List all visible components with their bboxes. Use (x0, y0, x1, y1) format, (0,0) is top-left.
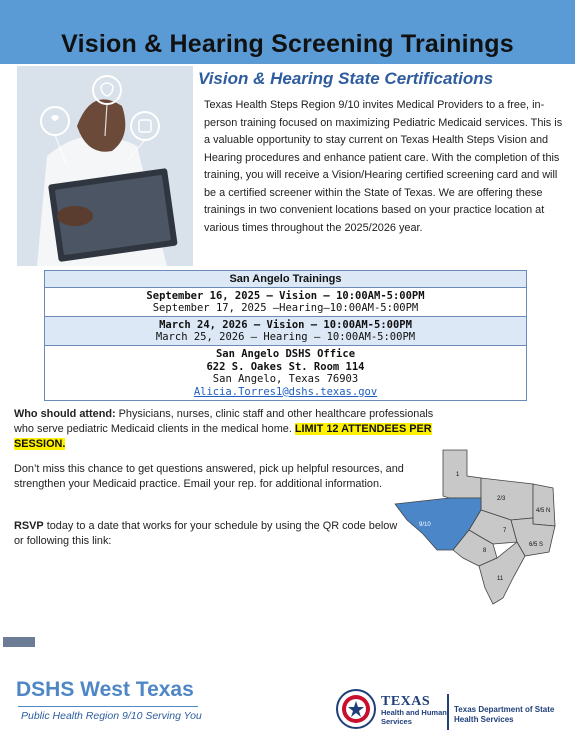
attend-label: Who should attend: (14, 408, 116, 420)
office-info (45, 346, 526, 400)
texas-seal-icon (336, 689, 376, 729)
dshs-agency-name: Texas Department of State Health Services (454, 705, 555, 724)
region-4-5n (533, 484, 555, 526)
dshs-west-texas-logo: DSHS West Texas (16, 678, 194, 701)
decorative-bar (3, 637, 35, 647)
office-name: San Angelo DSHS Office (215, 348, 356, 360)
page-title: Vision & Hearing Screening Trainings (61, 30, 514, 58)
hero-photo (17, 66, 193, 266)
session-row (45, 288, 526, 317)
region-label: 8 (483, 548, 487, 554)
section-subtitle: Vision & Hearing State Certifications (198, 69, 494, 88)
session-row (45, 317, 526, 346)
trainings-heading: San Angelo Trainings (45, 271, 526, 288)
office-city: San Angelo, Texas 76903 (212, 373, 359, 385)
rsvp-paragraph (14, 519, 399, 549)
session-vision-date: March 24, 2026 – Vision – 10:00AM-5:00PM (159, 319, 412, 331)
intro-paragraph: Texas Health Steps Region 9/10 invites Medical Providers to a free, in-person training focused on maximizing Pediatric Medicaid services. This is a valuable opportunity to stay current on Texas Health Steps Vision and Hearing procedures and enhance patient care. With the completion of this training, you will receive a Vision/Hearing certified screening card and will be a certified screener within the State of Texas. We are offering these trainings in two convenient locations based on your practice location at various times throughout the 2025/2026 year. (204, 99, 563, 234)
region-label: 6/5 S (529, 542, 544, 548)
limit-highlight: LIMIT 12 ATTENDEES PER SESSION. (14, 423, 432, 450)
footer-tagline: Public Health Region 9/10 Serving You (21, 710, 202, 722)
rsvp-label: RSVP (14, 520, 44, 532)
rsvp-text: today to a date that works for your schedule by using the QR code below or following this link: (14, 520, 398, 547)
footer-divider (18, 706, 198, 707)
region-label: 2/3 (497, 496, 506, 502)
session-vision-date: September 16, 2025 – Vision – 10:00AM-5:00PM (146, 290, 425, 302)
region-label: 11 (497, 576, 504, 582)
logo-divider (447, 694, 449, 730)
cta-paragraph: Don’t miss this chance to get questions answered, pick up helpful resources, and strengthen your Medicaid practice. Email your rep. for additional information. (14, 463, 404, 490)
region-label: 1 (456, 472, 460, 478)
texas-region-map (393, 448, 563, 608)
hhs-wordmark: TEXAS (381, 694, 431, 709)
attend-text: Physicians, nurses, clinic staff and other healthcare professionals who serve pediatric Medicaid clients in the medical home. (14, 408, 434, 435)
session-hearing-date: March 25, 2026 – Hearing – 10:00AM-5:00PM (155, 331, 416, 343)
office-street: 622 S. Oakes St. Room 114 (206, 360, 365, 373)
contact-email-link[interactable]: Alicia.Torres1@dshs.texas.gov (193, 385, 378, 398)
session-hearing-date: September 17, 2025 –Hearing–10:00AM-5:00PM (152, 302, 419, 314)
hhs-subtitle: Health and Human Services (381, 708, 447, 726)
region-label: 4/5 N (536, 508, 551, 514)
region-1 (443, 450, 481, 498)
trainings-table (44, 270, 527, 401)
attend-paragraph (14, 407, 434, 452)
region-label: 7 (503, 528, 507, 534)
region-label: 9/10 (419, 522, 431, 528)
